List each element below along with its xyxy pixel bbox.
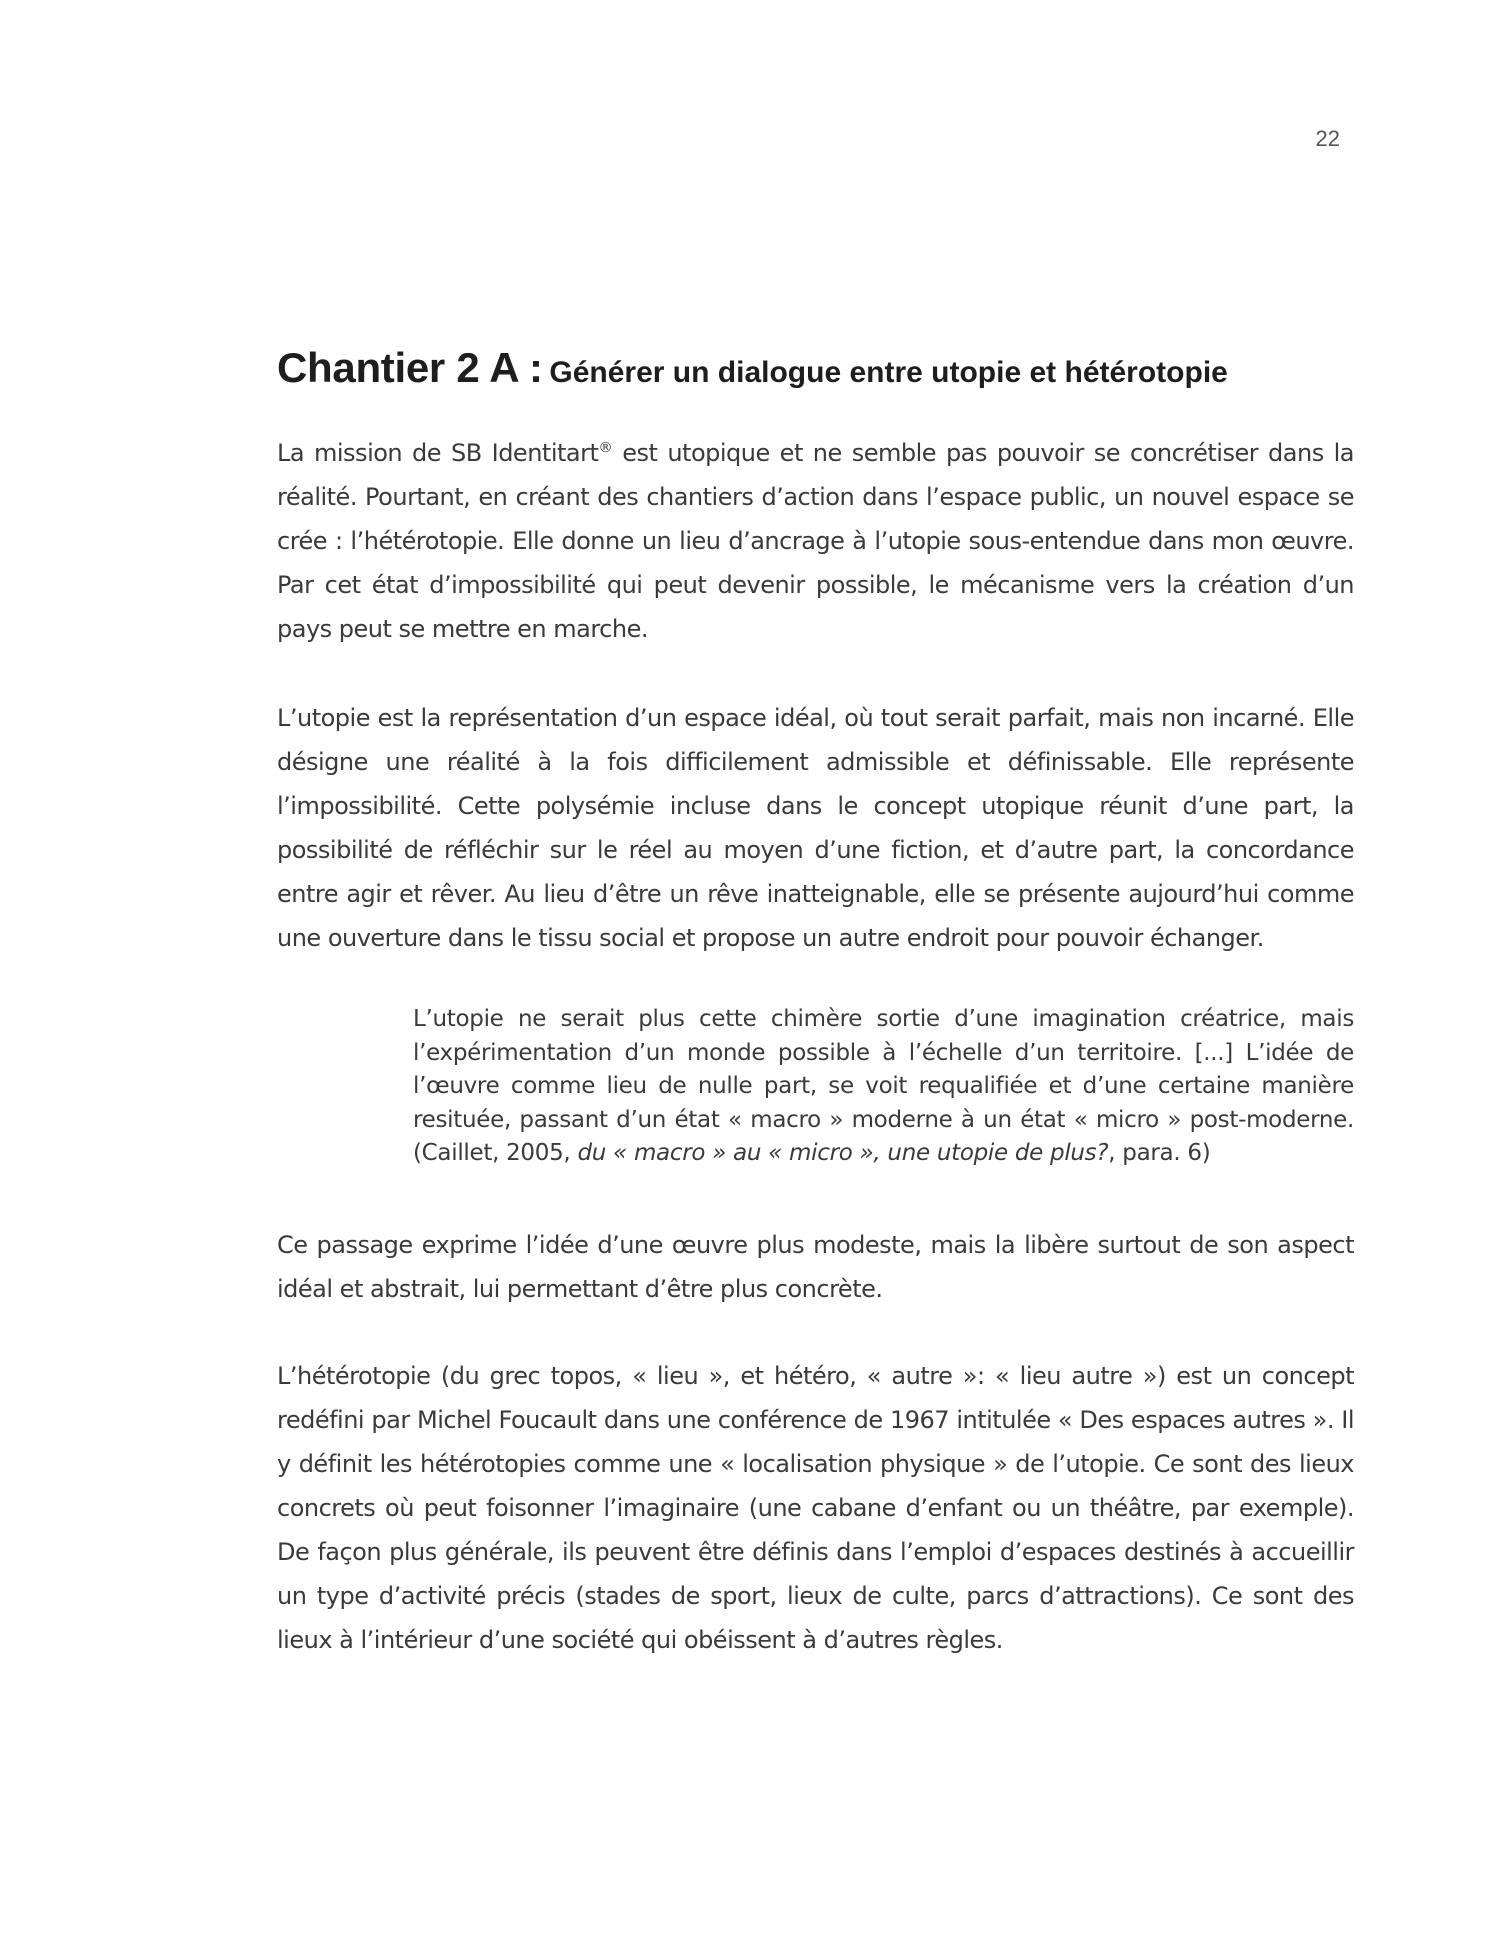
paragraph-mission-start: La mission de SB Identitart	[277, 439, 599, 467]
quote-citation-tail: , para. 6)	[1108, 1140, 1211, 1166]
section-heading-subtitle: Générer un dialogue entre utopie et hétérotopie	[549, 356, 1228, 389]
section-heading	[277, 340, 1354, 403]
quote-citation-title: du « macro » au « micro », une utopie de plus?	[577, 1140, 1109, 1166]
page-number: 22	[1315, 126, 1340, 151]
quote-text: L’utopie ne serait plus cette chimère sortie d’une imagination créatrice, mais l’expérimentation d’un monde possible à l’échelle d’un territoire. [...] L’idée de l’œuvre comme lieu de nulle part, se voit requalifiée et d’une certaine manière resituée, passant d’un état « macro » moderne à un état « micro » post-moderne. (Caillet, 2005,	[413, 1006, 1354, 1166]
block-quote	[413, 1003, 1354, 1171]
paragraph-mission-rest: est utopique et ne semble pas pouvoir se concrétiser dans la réalité. Pourtant, en créant des chantiers d’action dans l’espace public, un nouvel espace se crée : l’hétérotopie. Elle donne un lieu d’ancrage à l’utopie sous-entendue dans mon œuvre. Par cet état d’impossibilité qui peut devenir possible, le mécanisme vers la création d’un pays peut se mettre en marche.	[277, 439, 1355, 643]
registered-trademark-mark: ®	[598, 440, 613, 456]
document-content	[277, 340, 1354, 1705]
paragraph-utopie: L’utopie est la représentation d’un espace idéal, où tout serait parfait, mais non incarné. Elle désigne une réalité à la fois difficilement admissible et définissable. Elle représente l’impossibilité. Cette polysémie incluse dans le concept utopique réunit d’une part, la possibilité de réfléchir sur le réel au moyen d’une fiction, et d’autre part, la concordance entre agir et rêver. Au lieu d’être un rêve inatteignable, elle se présente aujourd’hui comme une ouverture dans le tissu social et propose un autre endroit pour pouvoir échanger.	[277, 704, 1354, 952]
paragraph-heterotopie: L’hétérotopie (du grec topos, « lieu », et hétéro, « autre »: « lieu autre ») est un concept redéfini par Michel Foucault dans une conférence de 1967 intitulée « Des espaces autres ». Il y définit les hétérotopies comme une « localisation physique » de l’utopie. Ce sont des lieux concrets où peut foisonner l’imaginaire (une cabane d’enfant ou un théâtre, par exemple). De façon plus générale, ils peuvent être définis dans l’emploi d’espaces destinés à accueillir un type d’activité précis (stades de sport, lieux de culte, parcs d’attractions). Ce sont des lieux à l’intérieur d’une société qui obéissent à d’autres règles.	[277, 1361, 1354, 1654]
section-heading-main: Chantier 2 A :	[277, 344, 543, 391]
paragraph-mission	[277, 431, 1354, 651]
paragraph-passage: Ce passage exprime l’idée d’une œuvre plus modeste, mais la libère surtout de son aspect idéal et abstrait, lui permettant d’être plus concrète.	[277, 1230, 1354, 1303]
